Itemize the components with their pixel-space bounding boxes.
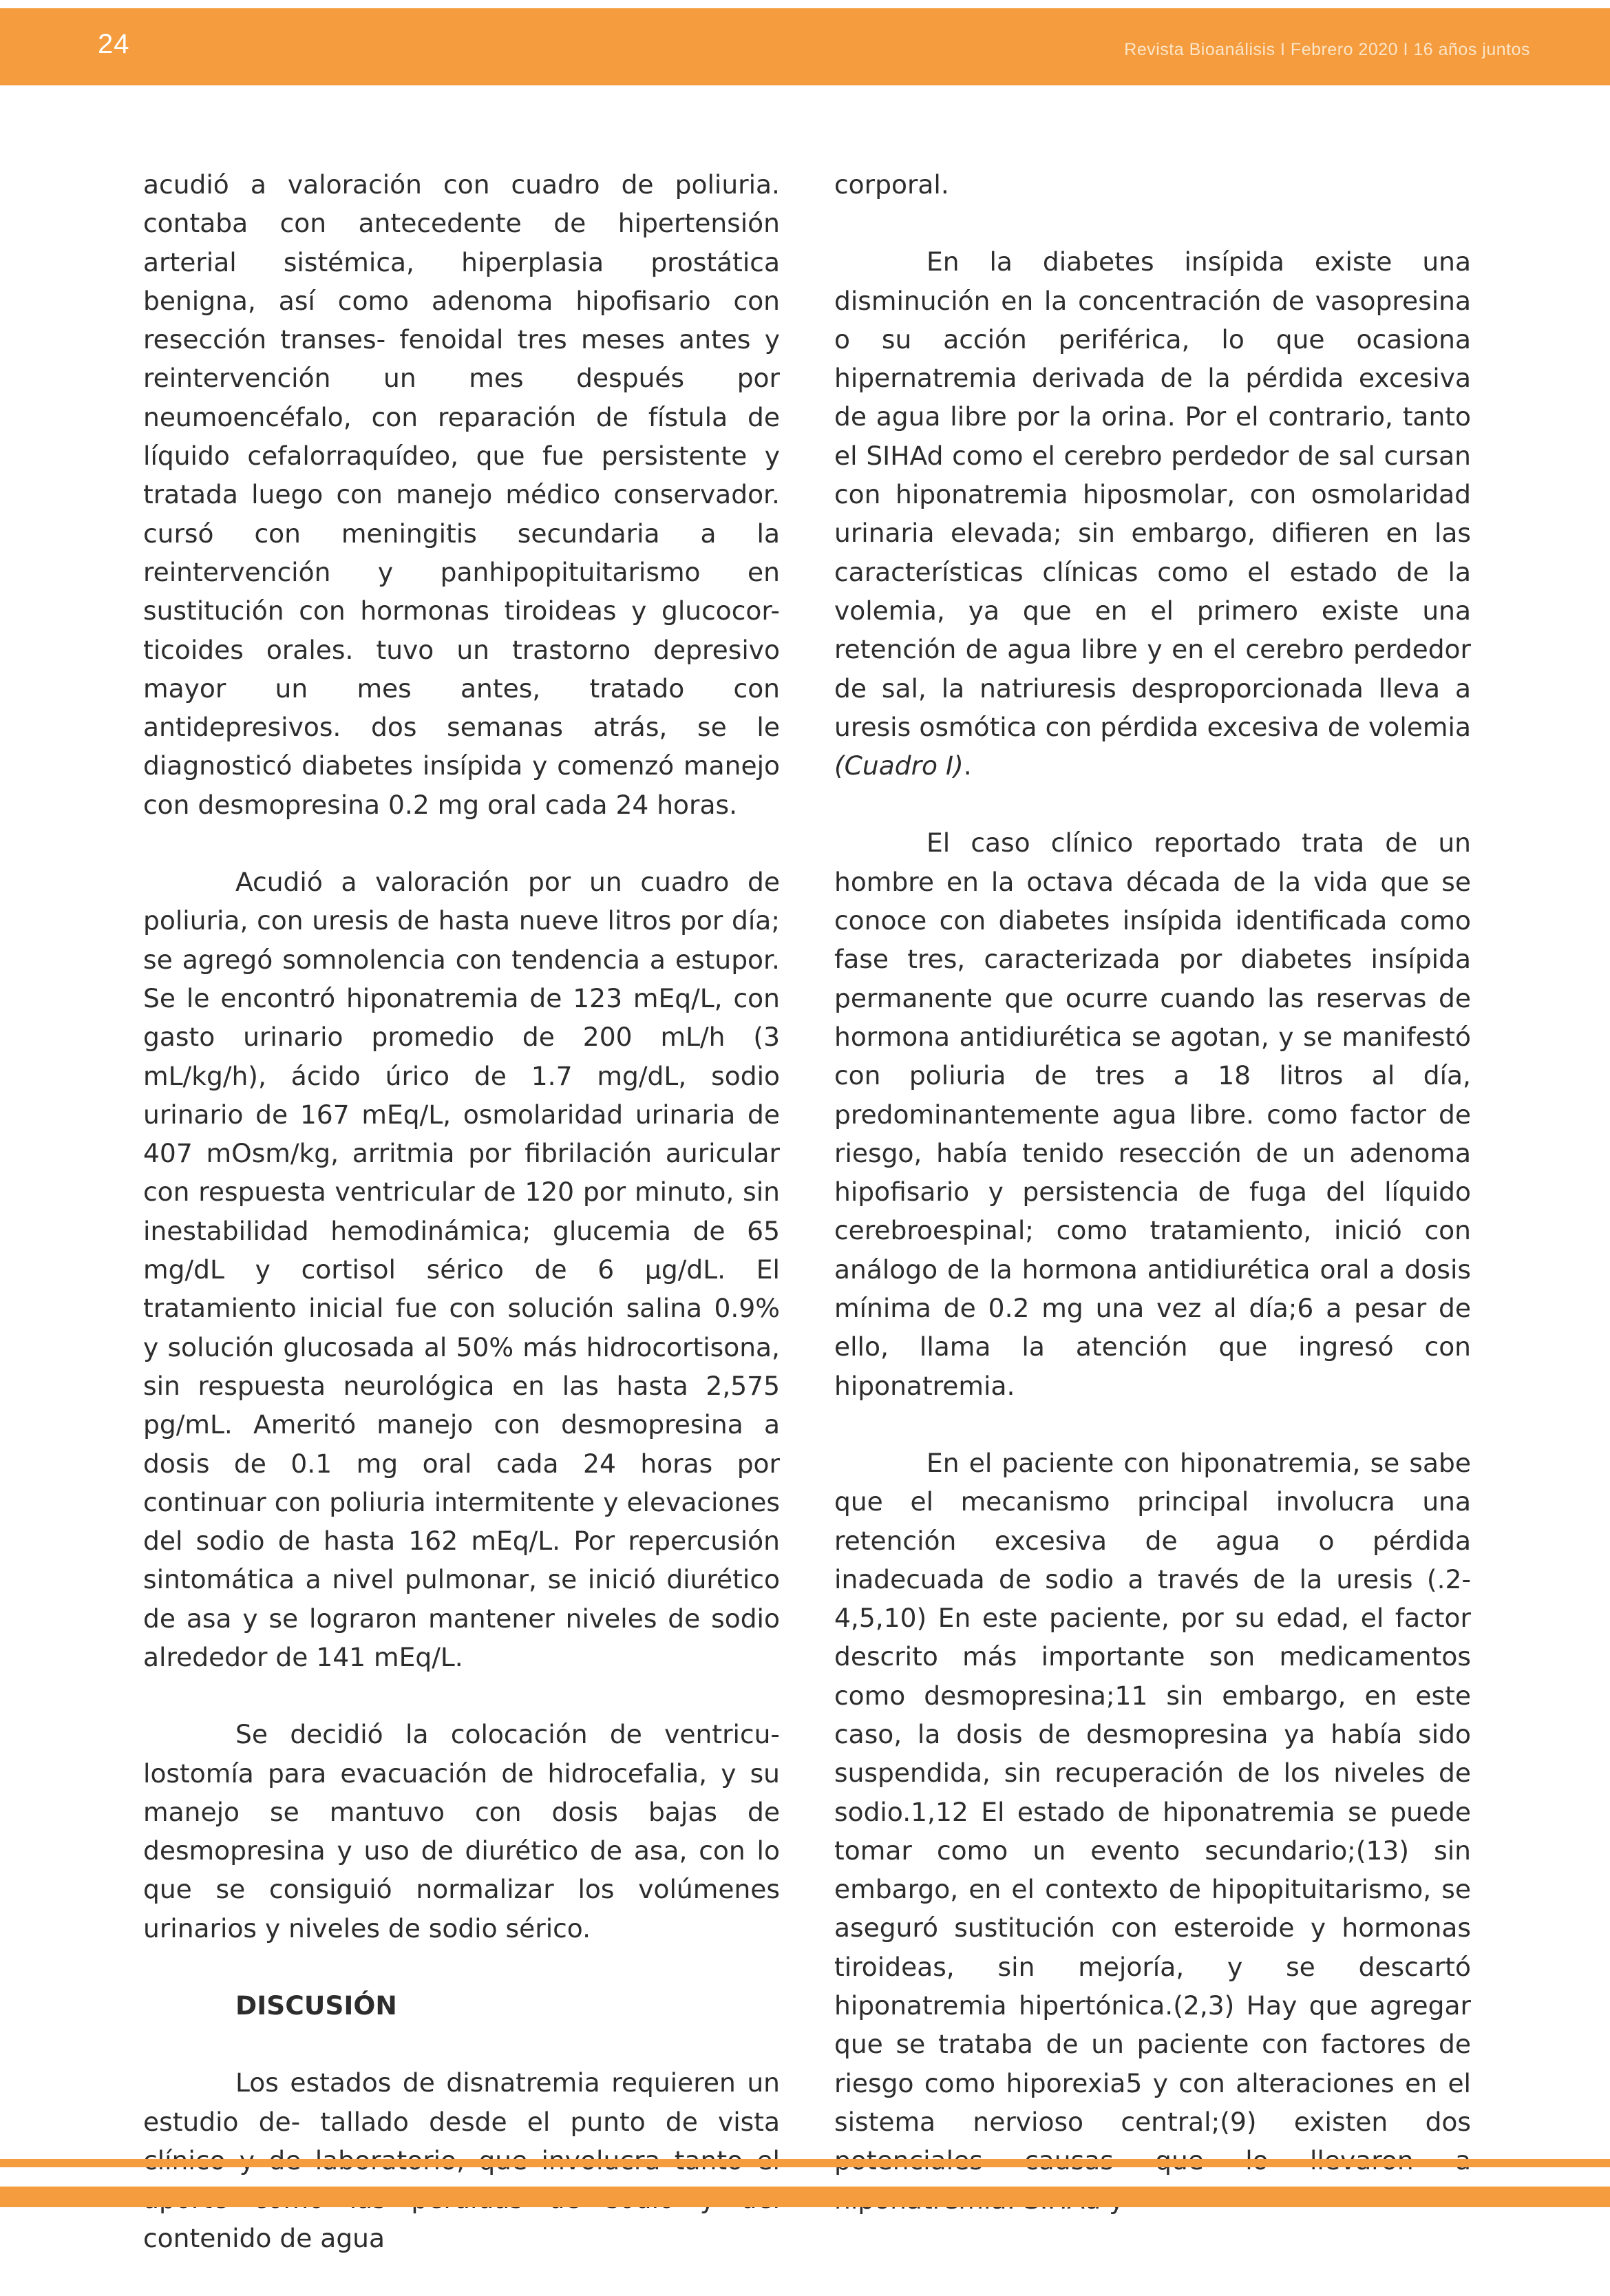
right-paragraph-2-end: . [963,750,972,781]
left-paragraph-2: Acudió a valoración por un cuadro de poliuria, con uresis de hasta nueve litros por día; se agregó somnolencia con tendencia a estupor. Se le encontró hiponatremia de 123 mEq/L, con gasto urinario promedio de 200 mL/h (3 mL/kg/h), ácido úrico de 1.7 mg/dL, sodio urinario de 167 mEq/L, osmolaridad urinaria de 407 mOsm/kg, arritmia por fibrilación auricular con respuesta ventricular de 120 por minuto, sin inestabilidad hemodinámica; glucemia de 65 mg/dL y cortisol sérico de 6 µg/dL. El tratamiento inicial fue con solución salina 0.9% y solución glucosada al 50% más hidrocortisona, sin respuesta neurológica en las hasta 2,575 pg/mL. Ameritó manejo con desmopresina a dosis de 0.1 mg oral cada 24 horas por continuar con poliuria intermitente y elevaciones del sodio de hasta 162 mEq/L. Por repercusión sintomática a nivel pulmonar, se inició diurético de asa y se lograron mantener niveles de sodio alrededor de 141 mEq/L. [143,867,780,1672]
left-paragraph-4: Los estados de disnatremia requieren un estudio de- tallado desde el punto de vista contenido de agua [143,2067,780,2253]
left-column [143,165,780,2296]
running-head: Revista Bioanálisis I Febrero 2020 I 16 años juntos [1124,40,1530,59]
left-paragraph-1: acudió a valoración con cuadro de poliuria. contaba con antecedente de hipertensión arterial sistémica, hiperplasia prostática benigna, así como adenoma hipofisario con resección transes- fenoidal tres meses antes y reintervención un mes después por neumoencéfalo, con reparación de fístula de líquido cefalorraquídeo, que fue persistente y tratada luego con manejo médico conservador. cursó con meningitis secundaria a la reintervención y panhipopituitarismo en sustitución con hormonas tiroideas y glucocor- ticoides orales. tuvo un trastorno depresivo mayor un mes antes, tratado con antidepresivos. dos semanas atrás, se le diagnosticó diabetes insípida y comenzó manejo con desmopresina 0.2 mg oral cada 24 horas. [143,169,780,820]
right-column [834,165,1471,2257]
right-paragraph-1: corporal. [834,169,949,200]
right-paragraph-2-text: En la diabetes insípida existe una disminución en la concentración de vasopresina o su acción periférica, lo que ocasiona hipernatremia derivada de la pérdida excesiva de agua libre por la orina. Por el contrario, tanto el SIHAd como el cerebro perdedor de sal cursan con hiponatremia hiposmolar, con osmolaridad urinaria elevada; sin embargo, difieren en las características clínicas como el estado de la volemia, ya que en el primero existe una retención de agua libre y en el cerebro perdedor de sal, la natriuresis desproporcionada lleva a uresis osmótica con pérdida excesiva de volemia [834,246,1471,742]
footer-stripe-thin [0,2159,1610,2167]
footer-stripe-thick [0,2187,1610,2207]
section-heading-discussion: DISCUSIÓN [235,1990,397,2021]
left-paragraph-3: Se decidió la colocación de ventricu- lostomía para evacuación de hidrocefalia, y su manejo se mantuvo con dosis bajas de desmopresina y uso de diurético de asa, con lo que se consiguió normalizar los volúmenes urinarios y niveles de sodio sérico. [143,1719,780,1944]
page-number: 24 [98,29,130,59]
right-paragraph-2 [834,242,1471,785]
table-reference: (Cuadro I) [834,750,964,781]
right-paragraph-3: El caso clínico reportado trata de un hombre en la octava década de la vida que se conoce con diabetes insípida identificada como fase tres, caracterizada por diabetes insípida permanente que ocurre cuando las reservas de hormona antidiurética se agotan, y se manifestó con poliuria de tres a 18 litros al día, predominantemente agua libre. como factor de riesgo, había tenido resección de un adenoma hipofisario y persistencia de fuga del líquido cerebroespinal; como tratamiento, inició con análogo de la hormona antidiurética oral a dosis mínima de 0.2 mg una vez al día;6 a pesar de ello, llama la atención que ingresó con hiponatremia. [834,828,1471,1401]
header-bar [0,8,1610,85]
right-paragraph-4: En el paciente con hiponatremia, se sabe que el mecanismo principal involucra una retención excesiva de agua o pérdida inadecuada de sodio a través de la uresis (.2-4,5,10) En este paciente, por su edad, el factor descrito más importante son medicamentos como desmopresina;11 sin embargo, en este caso, la dosis de desmopresina ya había sido suspendida, sin recuperación de los niveles de sodio.1,12 El estado de hiponatremia se puede tomar como un evento secundario;(13) sin embargo, en el contexto de hipopituitarismo, se aseguró sustitución con esteroide y hormonas tiroideas, sin mejoría, y se descartó hiponatremia hipertónica.(2,3) Hay que agregar que se trataba de un paciente con factores de riesgo como hiporexia5 y con alteraciones en el sistema nervioso central;(9) existen dos [834,1447,1471,2137]
